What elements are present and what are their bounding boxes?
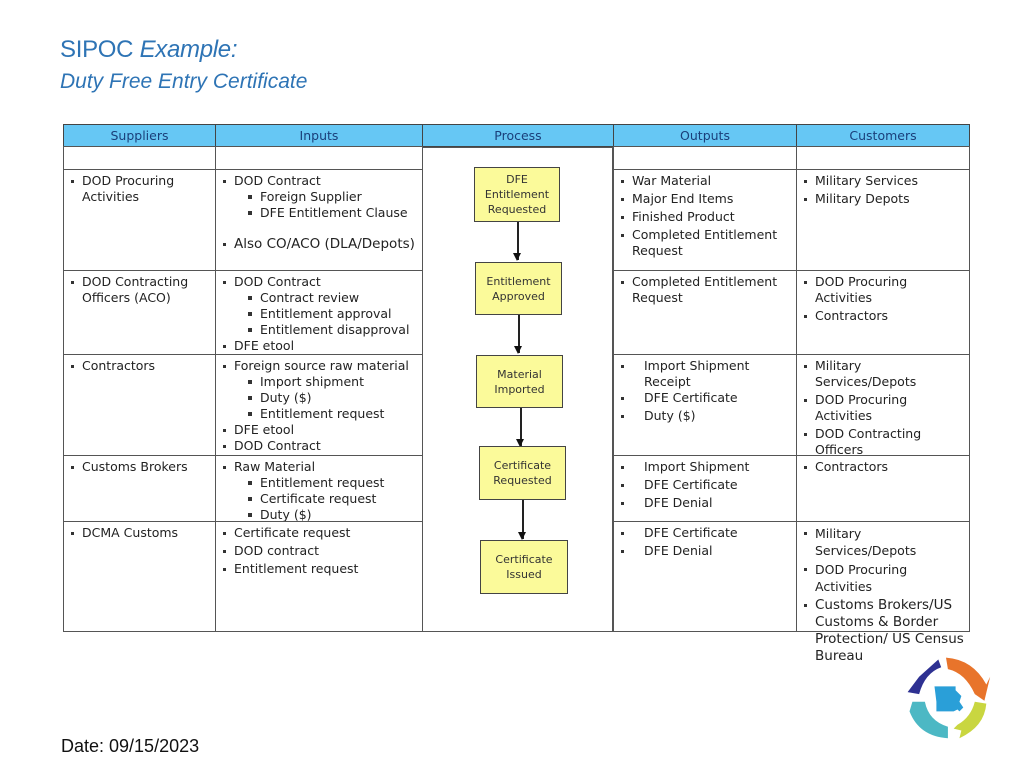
process-step-label: Certificate Requested (493, 459, 552, 487)
process-step-label: Material Imported (494, 367, 545, 396)
list-item: Completed Entitlement Request (618, 274, 792, 306)
process-step-label: DFE Entitlement Requested (484, 173, 550, 216)
process-step-5 (480, 540, 568, 594)
list-subitem: Entitlement request (220, 475, 418, 491)
list-item: Major End Items (618, 191, 792, 207)
list-item: DOD Procuring Activities (801, 274, 965, 306)
list-item: DOD Procuring Activities (801, 392, 965, 424)
date-label: Date: 09/15/2023 (61, 736, 200, 756)
list-subitem: Import shipment (220, 374, 418, 390)
process-step-1 (474, 167, 560, 222)
list-item: Military Services/Depots (801, 525, 965, 559)
header-process: Process (422, 124, 614, 147)
arrow-down-icon (522, 500, 524, 539)
list-subitem: Duty ($) (220, 507, 418, 523)
title-emphasis: Example: (139, 36, 238, 63)
header-outputs: Outputs (613, 124, 797, 147)
process-step-label: Certificate Issued (495, 553, 553, 581)
empty-cell (63, 146, 216, 170)
process-step-label: Entitlement Approved (486, 274, 551, 303)
header-inputs: Inputs (215, 124, 423, 147)
suppliers-cell (63, 455, 216, 522)
list-item: Finished Product (618, 209, 792, 225)
inputs-cell (215, 354, 423, 456)
inputs-cell (215, 521, 423, 632)
missouri-cycle-logo-icon (898, 648, 994, 744)
list-item: Duty ($) (618, 408, 792, 424)
process-step-2 (475, 262, 562, 315)
list-item: Import Shipment (618, 459, 792, 475)
list-item: Customs Brokers/US Customs & Border Protection/ US Census Bureau (801, 597, 965, 665)
list-item: Foreign source raw material (220, 358, 418, 374)
empty-cell (613, 146, 797, 170)
list-subitem: Entitlement request (220, 406, 418, 422)
arrow-down-icon (520, 408, 522, 446)
list-item: DOD Contract (220, 173, 418, 189)
header-suppliers: Suppliers (63, 124, 216, 147)
list-item: Contractors (801, 308, 965, 324)
customers-cell (796, 169, 970, 271)
list-item: DCMA Customs (68, 525, 211, 541)
inputs-cell (215, 270, 423, 355)
list-item: DFE Denial (618, 495, 792, 511)
list-item: War Material (618, 173, 792, 189)
outputs-cell (613, 169, 797, 271)
list-subitem: Entitlement disapproval (220, 322, 418, 338)
list-item: Import Shipment Receipt (618, 358, 792, 390)
list-item: DOD Procuring Activities (801, 561, 965, 595)
list-subitem: Foreign Supplier (220, 189, 418, 205)
list-item: DOD Contracting Officers (ACO) (68, 274, 211, 306)
outputs-cell (613, 521, 797, 632)
header-customers: Customers (796, 124, 970, 147)
outputs-cell (613, 354, 797, 456)
list-item: Military Services/Depots (801, 358, 965, 390)
list-item: DFE Certificate (618, 525, 792, 541)
list-item: DOD contract (220, 543, 418, 559)
empty-cell (796, 146, 970, 170)
title-prefix: SIPOC (60, 36, 134, 63)
list-item: Also CO/ACO (DLA/Depots) (220, 236, 418, 252)
suppliers-cell (63, 169, 216, 271)
list-subitem: Contract review (220, 290, 418, 306)
list-subitem: Duty ($) (220, 390, 418, 406)
list-item: DFE Certificate (618, 390, 792, 406)
list-item: Customs Brokers (68, 459, 211, 475)
page-subtitle: Duty Free Entry Certificate (60, 70, 308, 93)
list-item: Raw Material (220, 459, 418, 475)
arrow-down-icon (517, 222, 519, 260)
customers-cell (796, 455, 970, 522)
list-item: DOD Procuring Activities (68, 173, 211, 205)
list-item: DOD Contracting Officers (801, 426, 965, 458)
list-item: Military Depots (801, 191, 965, 207)
inputs-cell (215, 455, 423, 522)
customers-cell (796, 270, 970, 355)
page-title (60, 36, 237, 64)
list-item: DFE etool (220, 422, 418, 438)
list-item: Contractors (801, 459, 965, 475)
list-subitem: DFE Entitlement Clause (220, 205, 418, 221)
empty-cell (215, 146, 423, 170)
outputs-cell (613, 455, 797, 522)
outputs-cell (613, 270, 797, 355)
list-subitem: Certificate request (220, 491, 418, 507)
suppliers-cell (63, 521, 216, 632)
list-item: DOD Contract (220, 274, 418, 290)
process-step-3 (476, 355, 563, 408)
arrow-down-icon (518, 315, 520, 353)
sipoc-table (63, 124, 970, 664)
inputs-cell (215, 169, 423, 271)
suppliers-cell (63, 270, 216, 355)
customers-cell (796, 354, 970, 456)
customers-cell (796, 521, 970, 664)
list-item: Completed Entitlement Request (618, 227, 792, 259)
list-subitem: Entitlement approval (220, 306, 418, 322)
list-item: Military Services (801, 173, 965, 189)
list-item: Contractors (68, 358, 211, 374)
list-item: DFE etool (220, 338, 418, 354)
list-item: Entitlement request (220, 561, 418, 577)
list-item: DOD Contract (220, 438, 418, 454)
list-item: DFE Denial (618, 543, 792, 559)
list-item: Certificate request (220, 525, 418, 541)
list-item: DFE Certificate (618, 477, 792, 493)
suppliers-cell (63, 354, 216, 456)
process-step-4 (479, 446, 566, 500)
